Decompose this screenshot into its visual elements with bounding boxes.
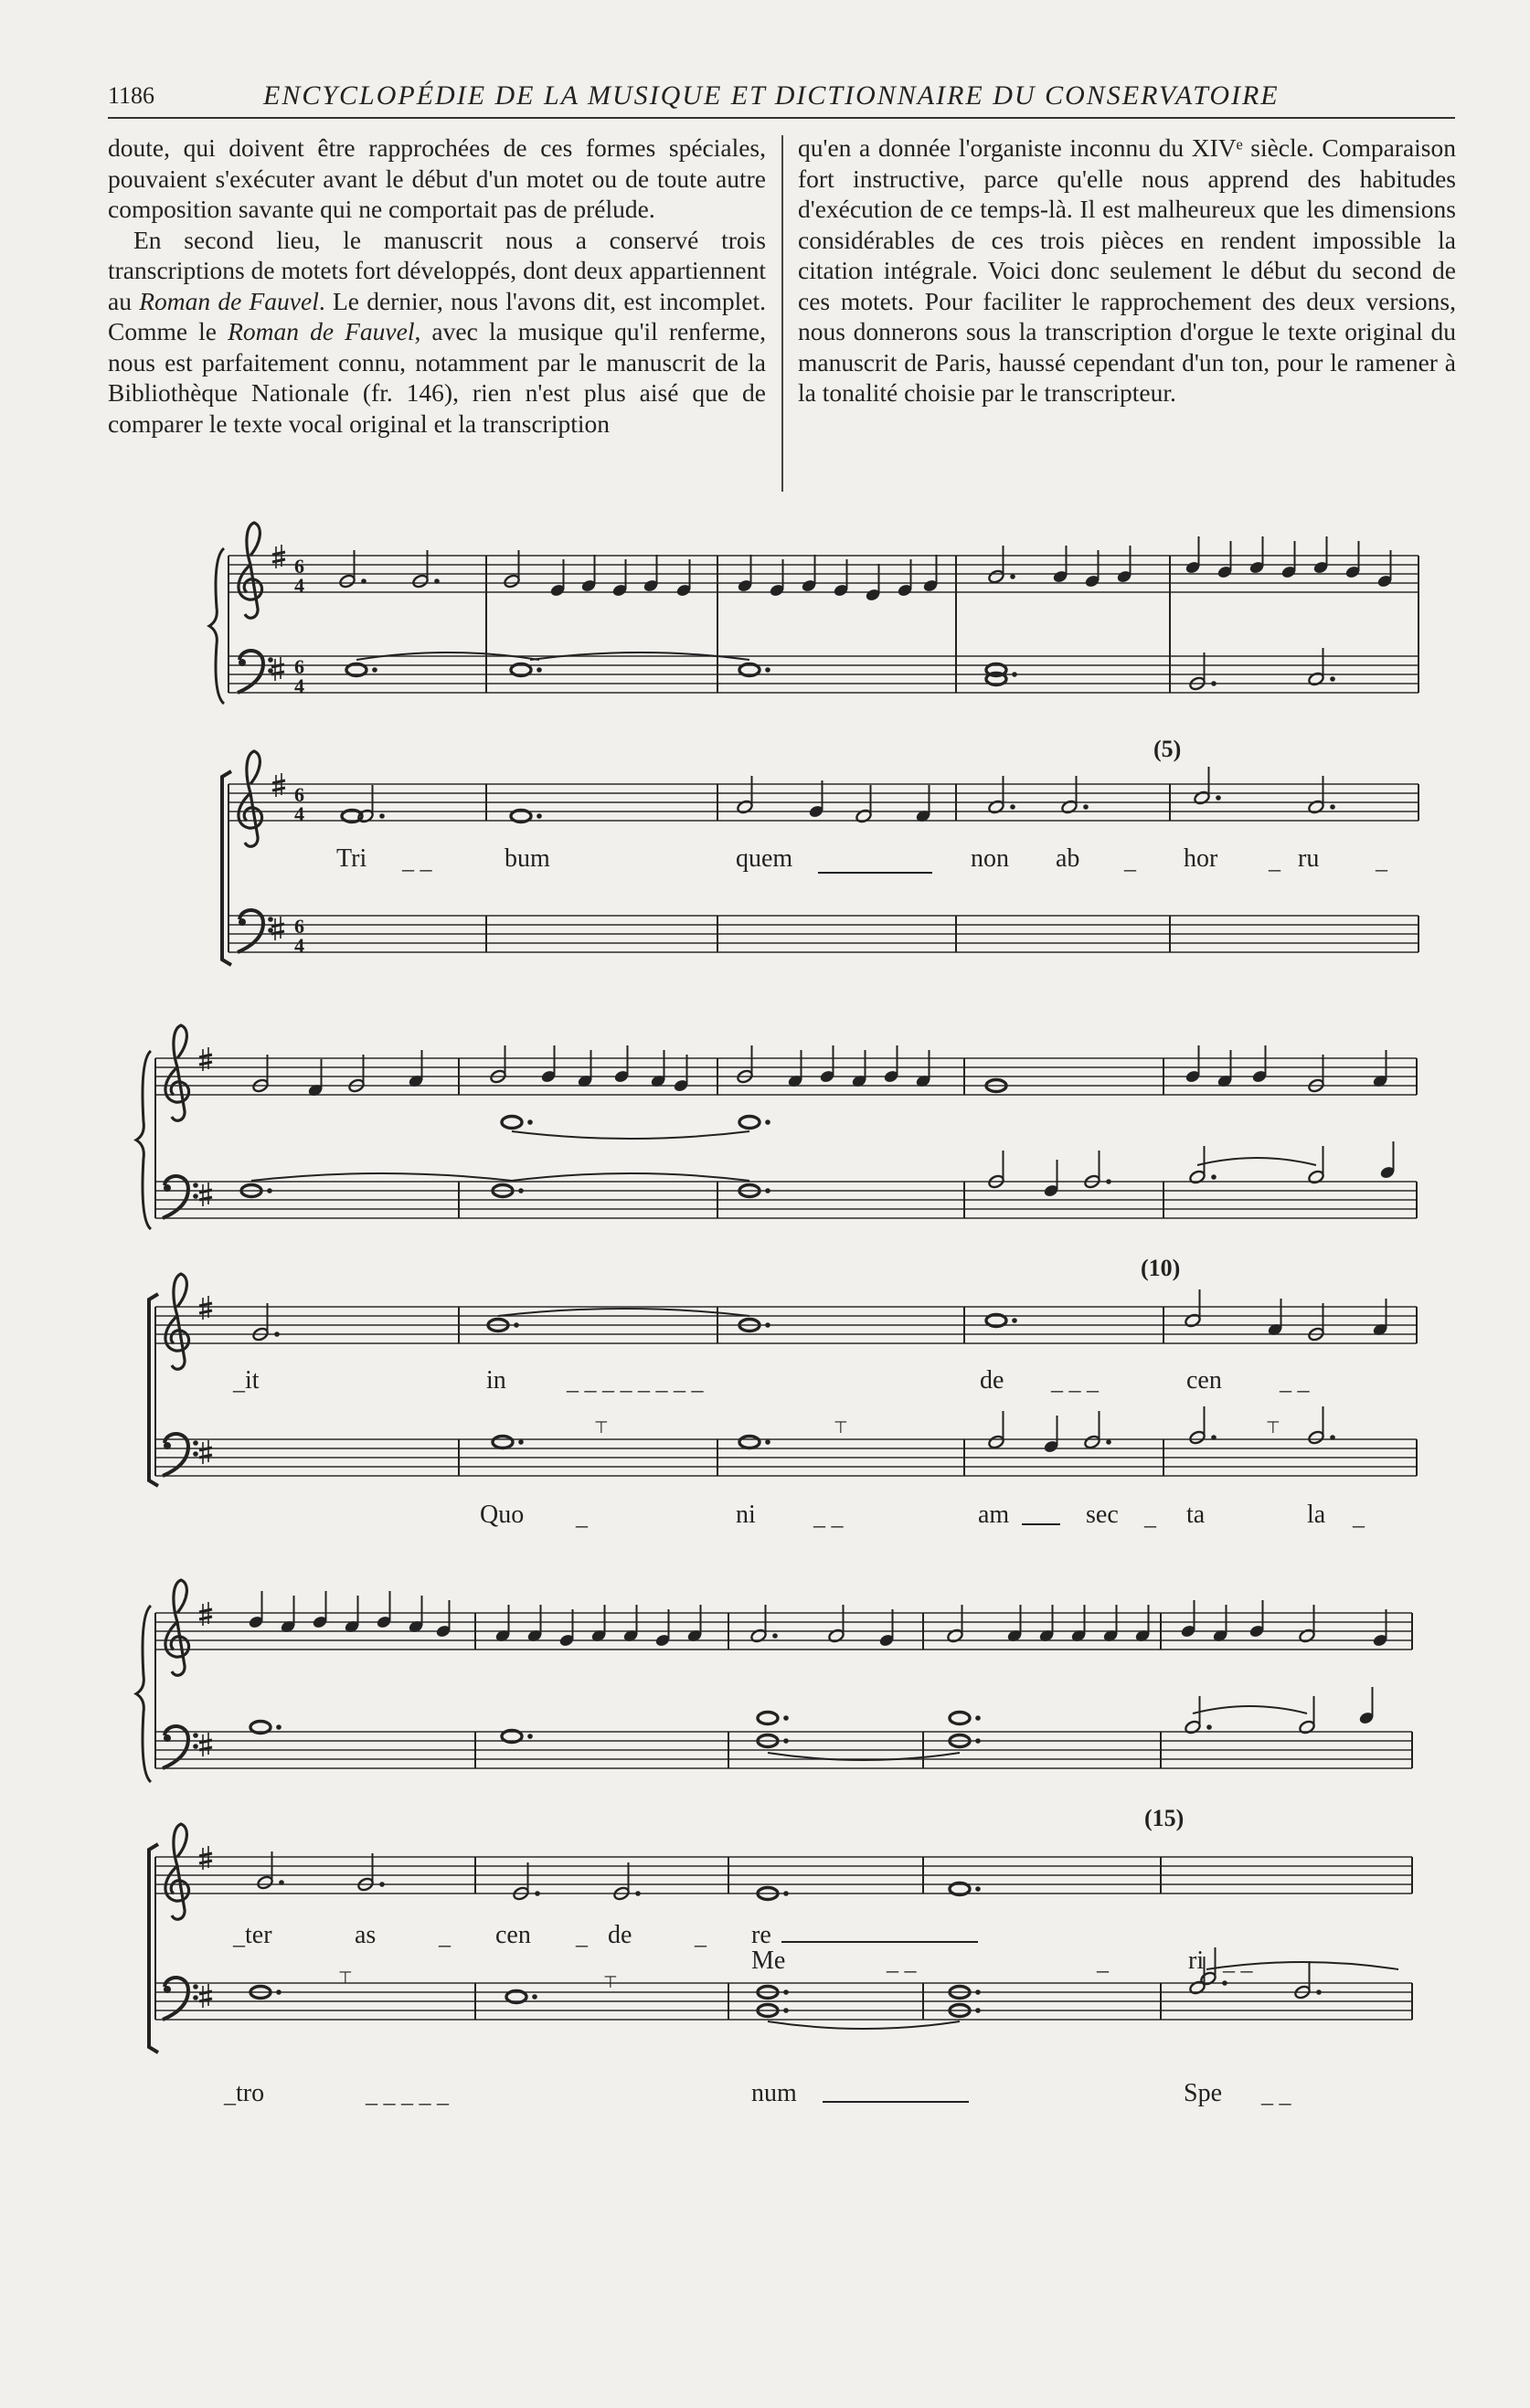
half-note [1193,767,1210,805]
quarter-note [577,1050,593,1088]
lyric-syllable: as [355,1921,377,1949]
page-number: 1186 [108,82,155,109]
augmentation-dot [783,1738,789,1744]
bass-clef [163,1176,198,1218]
augmentation-dot [772,1633,778,1639]
augmentation-dot [1211,1435,1217,1440]
quarter-note [1372,1299,1388,1337]
augmentation-dot [765,1119,770,1125]
time-signature-denominator: 4 [294,574,304,597]
lyric-hyphen: _ [224,2081,236,2107]
half-note [1184,1696,1201,1734]
augmentation-dot [535,1891,540,1896]
lyric-hyphen: _ [233,1368,245,1395]
half-note [1307,1055,1324,1093]
half-note [251,1303,269,1342]
augmentation-dot [1010,574,1015,579]
quarter-note [686,1605,703,1643]
quarter-note [819,1045,835,1084]
augmentation-dot [1206,1724,1212,1730]
lyric-hyphen: _ [1269,847,1280,874]
quarter-note [1038,1605,1055,1643]
quarter-note [1372,1050,1388,1088]
lyric-hyphen: _ _ _ _ _ [366,2081,449,2107]
lyric-syllable: Me [751,1947,786,1975]
sharp-sign [271,657,284,681]
augmentation-dot [1211,1174,1217,1180]
quarter-note [344,1596,360,1634]
sharp-sign [199,1733,212,1756]
augmentation-dot [1330,804,1335,810]
augmentation-dot [1211,681,1217,686]
quarter-note [622,1605,639,1643]
augmentation-dot [765,1439,770,1445]
augmentation-dot [765,1188,770,1193]
lyric-hyphen: _ _ _ _ _ _ _ _ [567,1368,704,1395]
lyric-syllable: num [751,2079,797,2107]
augmentation-dot [783,1989,789,1995]
whole-note [493,1437,513,1448]
lyric-hyphen: _ _ [887,1948,917,1975]
quarter-note [1043,1160,1059,1198]
sharp-sign [199,1183,212,1206]
whole-note [739,1117,760,1129]
augmentation-dot [1330,1435,1335,1440]
lyric-hyphen: _ [1353,1503,1365,1530]
sharp-sign [199,1440,212,1464]
augmentation-dot [379,813,385,819]
augmentation-dot [765,667,770,673]
half-note [1298,1696,1315,1734]
augmentation-dot [1012,672,1017,677]
running-title: ENCYCLOPÉDIE DE LA MUSIQUE ET DICTIONNAIRE DU CONSERVATOIRE [263,80,1280,111]
quarter-note [613,1045,630,1084]
time-signature-numerator: 6 [294,783,304,806]
quarter-note [376,1591,392,1629]
lyric-hyphen: _ _ [1280,1368,1310,1395]
whole-note [502,1117,522,1129]
quarter-note [1251,1045,1268,1084]
augmentation-dot [1012,1318,1017,1323]
time-signature-denominator: 4 [294,802,304,825]
treble-clef [165,1025,189,1120]
augmentation-dot [765,1322,770,1328]
augmentation-dot [514,1322,519,1328]
quarter-note [650,1050,666,1088]
quarter-note [883,1045,899,1084]
lyric-hyphen: _ [576,1923,588,1949]
augmentation-dot [975,1715,981,1721]
measure-number: (5) [1153,736,1182,762]
lyric-hyphen: _ [1097,1948,1109,1975]
quarter-note [307,1059,324,1098]
quarter-note [435,1600,452,1639]
quarter-note [1070,1605,1087,1643]
bass-clef [163,1434,198,1476]
augmentation-dot [434,578,440,584]
half-note [855,785,872,823]
ornament-mark: ⊤ [594,1418,609,1437]
quarter-note [851,1050,867,1088]
lyric-syllable: cen [1186,1366,1222,1395]
half-note [987,1411,1004,1449]
ornament-mark: ⊤ [834,1418,848,1437]
half-note [512,1862,529,1901]
quarter-note [408,1050,424,1088]
lyric-syllable: tro [236,2079,265,2107]
quarter-note [540,1045,557,1084]
augmentation-dot [1106,1439,1111,1445]
lyric-syllable: sec [1086,1501,1119,1529]
half-note [987,776,1004,814]
lyric-syllable: cen [495,1921,531,1949]
half-note [356,1853,374,1892]
lyric-syllable: quem [736,844,793,873]
time-signature-numerator: 6 [294,915,304,938]
quarter-note [1006,1605,1023,1643]
augmentation-dot [783,2008,789,2013]
tie [512,1131,749,1139]
quarter-note [1248,1600,1265,1639]
augmentation-dot [527,1734,533,1739]
quarter-note [1180,1600,1196,1639]
italic-title: Roman de Fauvel [228,317,415,345]
lyric-syllable: Spe [1184,2079,1222,2107]
quarter-note [915,785,931,823]
augmentation-dot [783,1715,789,1721]
bass-clef [238,651,273,693]
half-note [1060,776,1078,814]
quarter-note [280,1596,296,1634]
lyric-hyphen: _ _ [813,1503,844,1530]
augmentation-dot [518,1188,524,1193]
lyric-hyphen: _ [233,1923,245,1949]
lyric-syllable: non [971,844,1009,873]
paragraph: qu'en a donnée l'organiste inconnu du XIVᵉ siècle. Comparaison fort instructive, parce qu'elle nous apprend des habitudes d'exécution de ce temps-là. Il est malheureux que les dimensions considérables de ces trois pièces en rendent impossible la citation intégrale. Voici donc seulement le début du second de ces motets. Pour faciliter le rapprochement des deux versions, nous donnerons sous la transcription d'orgue le texte original du manuscrit de Paris, haussé cependant d'un ton, pour le ramener à la tonalité choisie par le transcripteur. [798,133,1456,407]
system-brace [209,548,224,704]
bass-clef [163,1978,198,2020]
whole-note [739,1437,760,1448]
augmentation-dot [975,1989,981,1995]
augmentation-dot [1222,1980,1227,1986]
augmentation-dot [975,2008,981,2013]
text-run: En second lieu, le manuscrit nous a conservé trois transcriptions de motets fort développés, dont deux appartiennent au [108,225,766,315]
sharp-sign [199,1984,212,2008]
lyric-hyphen: _ [576,1503,588,1530]
augmentation-dot [267,1188,272,1193]
half-note [1293,1961,1311,2000]
system-bracket [222,771,231,965]
lyric-syllable: Tri [336,844,367,873]
half-note [946,1605,963,1643]
half-note [489,1045,506,1084]
measure-number: (10) [1141,1255,1181,1281]
half-note [1184,1289,1201,1328]
half-note [356,785,374,823]
quarter-note [494,1605,511,1643]
half-note [1188,652,1206,691]
lyric-syllable: bum [505,844,550,873]
quarter-note [558,1609,575,1648]
half-note [1188,1146,1206,1184]
half-note [1307,1303,1324,1342]
quarter-note [1372,1609,1388,1648]
augmentation-dot [361,578,367,584]
treble-clef [165,1580,189,1675]
quarter-note [1358,1687,1375,1725]
tie [1197,1158,1316,1165]
quarter-note [673,1055,689,1093]
text-run: . Le dernier, nous l'avons dit, est incomplet. Comme le [108,286,766,345]
augmentation-dot [518,1439,524,1445]
quarter-note [1267,1299,1283,1337]
half-note [347,1055,365,1093]
quarter-note [590,1605,607,1643]
quarter-note [1217,1050,1233,1088]
paragraph: doute, qui doivent être rapprochées de ces formes spéciales, pouvaient s'exécuter avant le début d'un motet ou de toute autre composition savante qui ne comportait pas de prélude. [108,133,766,223]
augmentation-dot [372,667,377,673]
augmentation-dot [274,1331,280,1337]
augmentation-dot [1316,1989,1322,1995]
lyric-syllable: ri [1188,1947,1205,1975]
text-run: , avec la musique qu'il renferme, nous est parfaitement connu, notamment par le manuscrit de la Bibliothèque Nationale (fr. 146), rien n'est plus aisé que de comparer le texte vocal original et la transcription [108,317,766,438]
tie [498,1309,749,1316]
lyric-hyphen: _ [1124,847,1136,874]
augmentation-dot [1010,804,1015,810]
tie [251,1173,512,1181]
augmentation-dot [1216,795,1221,801]
half-note [1083,1151,1100,1189]
half-note [827,1605,845,1643]
half-note [251,1055,269,1093]
lyric-syllable: de [608,1921,632,1949]
bass-clef [163,1726,198,1768]
half-note [1307,1146,1324,1184]
lyric-syllable: ter [245,1921,272,1949]
lyric-syllable: it [245,1366,260,1395]
lyric-syllable: la [1307,1501,1326,1529]
half-note [1083,1411,1100,1449]
augmentation-dot [1330,676,1335,682]
lyric-hyphen: _ [1144,1503,1156,1530]
half-note [736,776,753,814]
augmentation-dot [537,813,542,819]
quarter-note [1379,1141,1396,1180]
system-brace [136,1051,151,1229]
quarter-note [1102,1605,1119,1643]
quarter-note [1185,1045,1201,1084]
augmentation-dot [783,1891,789,1896]
lyric-hyphen: _ _ [1261,2081,1291,2107]
augmentation-dot [1106,1179,1111,1184]
half-note [1307,648,1324,686]
lyric-hyphen: _ _ [402,847,432,874]
quarter-note [526,1605,543,1643]
augmentation-dot [532,1994,537,2000]
half-note [1307,776,1324,814]
measure-number: (15) [1144,1805,1185,1831]
lyric-hyphen: _ _ _ [1051,1368,1099,1395]
lyric-syllable: ru [1298,844,1320,873]
quarter-note [808,780,824,819]
time-signature-numerator: 6 [294,555,304,578]
augmentation-dot [975,1738,981,1744]
lyric-syllable: ab [1056,844,1080,873]
tie [768,2021,960,2029]
augmentation-dot [527,1119,533,1125]
treble-clef [239,751,262,846]
whole-note [950,1713,970,1724]
augmentation-dot [1083,804,1089,810]
augmentation-dot [635,1891,641,1896]
lyric-hyphen: _ _ [1223,1948,1253,1975]
quarter-note [1212,1605,1228,1643]
lyric-syllable: Quo [480,1501,525,1529]
time-signature-denominator: 4 [294,674,304,697]
lyric-hyphen: _ [1376,847,1387,874]
quarter-note [654,1609,671,1648]
italic-title: Roman de Fauvel [139,286,319,315]
lyric-syllable: re [751,1921,771,1949]
quarter-note [408,1596,424,1634]
lyric-syllable: in [486,1366,506,1395]
time-signature-denominator: 4 [294,934,304,957]
tie [1193,1706,1307,1713]
lyric-syllable: de [980,1366,1004,1395]
ornament-mark: ⊤ [1266,1418,1280,1437]
quarter-note [248,1591,264,1629]
time-signature-numerator: 6 [294,655,304,678]
tie [512,1173,749,1181]
quarter-note [878,1609,895,1648]
quarter-note [1134,1605,1151,1643]
half-note [749,1605,767,1643]
treble-clef [239,523,262,618]
treble-clef [165,1274,189,1369]
ornament-mark: ⊤ [338,1968,353,1987]
lyric-syllable: ta [1186,1501,1206,1529]
quarter-note [915,1050,931,1088]
lyric-hyphen: _ [439,1923,451,1949]
augmentation-dot [537,667,542,673]
system-brace [136,1606,151,1782]
augmentation-dot [379,1882,385,1887]
quarter-note [787,1050,803,1088]
lyric-syllable: hor [1184,844,1218,873]
treble-clef [165,1824,189,1919]
augmentation-dot [276,1724,282,1730]
bass-clef [238,910,273,952]
augmentation-dot [276,1989,282,1995]
ornament-mark: ⊤ [603,1973,618,1991]
lyric-hyphen: _ [695,1923,707,1949]
half-note [987,1151,1004,1189]
quarter-note [312,1591,328,1629]
half-note [1298,1605,1315,1643]
lyric-syllable: ni [736,1501,756,1529]
augmentation-dot [279,1880,284,1885]
whole-note [758,1713,778,1724]
half-note [612,1862,630,1901]
lyric-syllable: am [978,1501,1010,1529]
half-note [736,1045,753,1084]
augmentation-dot [975,1886,981,1892]
sharp-sign [271,917,284,940]
